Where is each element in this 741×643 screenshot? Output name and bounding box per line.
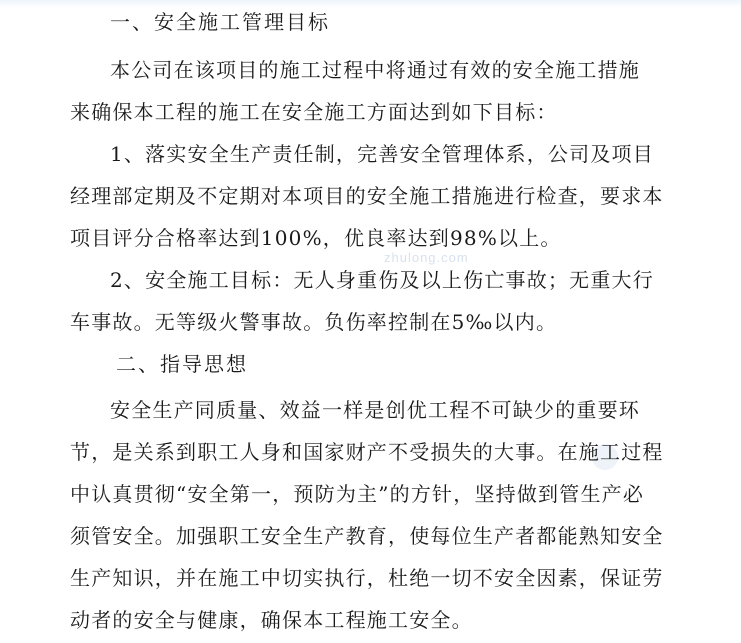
- goal-1-line-3: 项目评分合格率达到100%，优良率达到98%以上。: [70, 226, 562, 250]
- goal-1-line-1: 1、落实安全生产责任制，完善安全管理体系，公司及项目: [110, 142, 654, 166]
- ideology-line-4: 须管安全。加强职工安全生产教育，使每位生产者都能熟知安全: [70, 524, 664, 548]
- ideology-line-3: 中认真贯彻“安全第一，预防为主”的方针，坚持做到管生产必: [70, 482, 645, 506]
- ideology-line-5: 生产知识，并在施工中切实执行，杜绝一切不安全因素，保证劳: [70, 566, 664, 590]
- paragraph-intro-line-1: 本公司在该项目的施工过程中将通过有效的安全施工措施: [110, 58, 640, 82]
- ideology-line-1: 安全生产同质量、效益一样是创优工程不可缺少的重要环: [110, 398, 640, 422]
- goal-1-line-2: 经理部定期及不定期对本项目的安全施工措施进行检查，要求本: [70, 184, 664, 208]
- goal-2-line-1: 2、安全施工目标：无人身重伤及以上伤亡事故；无重大行: [110, 268, 654, 292]
- section-heading-guiding-ideology: 二、指导思想: [116, 352, 248, 376]
- watermark-text: zhulong.com: [384, 250, 469, 265]
- section-heading-safety-goals: 一、安全施工管理目标: [110, 10, 330, 34]
- paragraph-intro-line-2: 来确保本工程的施工在安全施工方面达到如下目标：: [70, 100, 558, 124]
- ideology-line-2: 节，是关系到职工人身和国家财产不受损失的大事。在施工过程: [70, 440, 664, 464]
- header-strip: [0, 0, 741, 8]
- ideology-line-6: 动者的安全与健康，确保本工程施工安全。: [70, 608, 473, 632]
- goal-2-line-2: 车事故。无等级火警事故。负伤率控制在5‰以内。: [70, 310, 558, 334]
